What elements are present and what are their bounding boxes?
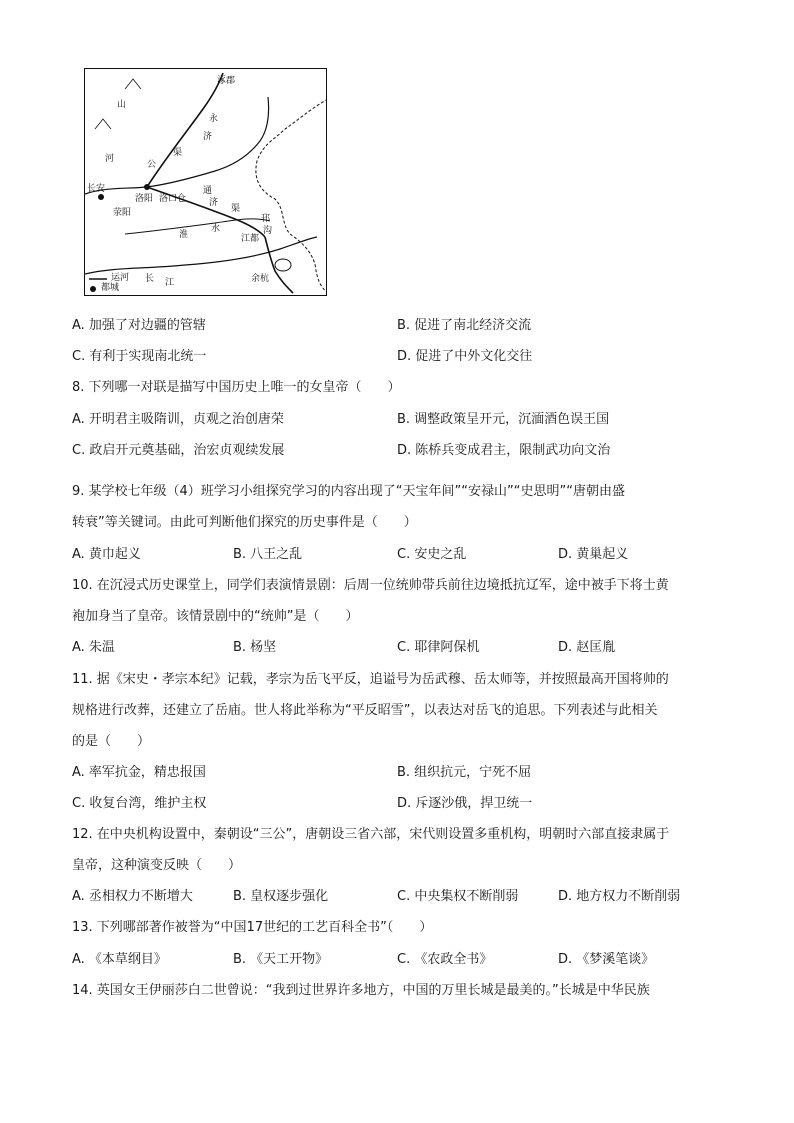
map-label: 济 xyxy=(203,132,213,142)
q10-stem-line2: 袍加身当了皇帝。该情景剧中的“统帅”是（ ） xyxy=(72,609,359,624)
map-label: 渠 xyxy=(173,148,183,158)
q12-option-b[interactable]: B. 皇权逐步强化 xyxy=(233,889,329,904)
map-label: 渠 xyxy=(231,204,241,214)
q12-option-d[interactable]: D. 地方权力不断削弱 xyxy=(558,889,681,904)
q14-stem-line1: 14. 英国女王伊丽莎白二世曾说：“我到过世界许多地方，中国的万里长城是最美的。”长城是中华民族 xyxy=(72,983,650,998)
legend-capital: 都城 xyxy=(101,283,120,293)
q8-option-a[interactable]: A. 开明君主吸隋训，贞观之治创唐荣 xyxy=(72,412,284,427)
q9-option-d[interactable]: D. 黄巢起义 xyxy=(558,547,629,562)
q10-option-d[interactable]: D. 赵匡胤 xyxy=(558,640,616,655)
map-label: 淮 xyxy=(179,230,189,240)
q9-option-a[interactable]: A. 黄巾起义 xyxy=(72,547,141,562)
q9-stem-line2: 转衰”等关键词。由此可判断他们探究的历史事件是（ ） xyxy=(72,515,417,530)
q12-stem-line2: 皇帝，这种演变反映（ ） xyxy=(72,858,242,873)
q12-option-a[interactable]: A. 丞相权力不断增大 xyxy=(72,889,193,904)
q10-option-c[interactable]: C. 耶律阿保机 xyxy=(397,640,480,655)
legend-canal: 运河 xyxy=(111,273,130,283)
map-label: 涿郡 xyxy=(217,76,236,86)
map-label: 水 xyxy=(211,224,221,234)
q11-option-b[interactable]: B. 组织抗元，宁死不屈 xyxy=(397,765,532,780)
q8-stem: 8. 下列哪一对联是描写中国历史上唯一的女皇帝（ ） xyxy=(72,380,401,395)
q9-stem-line1: 9. 某学校七年级（4）班学习小组探究学习的内容出现了“天宝年间”“安禄山”“史思明”“唐朝由盛 xyxy=(72,484,625,499)
q10-option-a[interactable]: A. 朱温 xyxy=(72,640,115,655)
q11-option-c[interactable]: C. 收复台湾，维护主权 xyxy=(72,796,207,811)
q11-stem-line3: 的是（ ） xyxy=(72,734,151,749)
map-label: 长安 xyxy=(87,184,106,194)
q7-option-b[interactable]: B. 促进了南北经济交流 xyxy=(397,318,532,333)
q10-option-b[interactable]: B. 杨坚 xyxy=(233,640,277,655)
q11-option-d[interactable]: D. 斥逐沙俄，捍卫统一 xyxy=(397,796,533,811)
map-label: 余杭 xyxy=(251,274,270,284)
map-label: 江 xyxy=(165,278,175,288)
q13-option-a[interactable]: A. 《本草纲目》 xyxy=(72,952,167,967)
q11-stem-line1: 11. 据《宋史・孝宗本纪》记载，孝宗为岳飞平反，追谥号为岳武穆、岳太师等，并按照最高开国将帅的 xyxy=(72,672,669,687)
map-label: 荥阳 xyxy=(113,208,132,218)
map-label: 通 xyxy=(203,186,213,196)
map-label: 洛口仓 xyxy=(159,194,187,204)
map-label: 长 xyxy=(145,274,155,284)
q13-option-b[interactable]: B. 《天工开物》 xyxy=(233,952,329,967)
map-label: 邗 xyxy=(261,214,271,224)
q12-stem-line1: 12. 在中央机构设置中，秦朝设“三公”，唐朝设三省六部，宋代则设置多重机构，明朝时六部直接隶属于 xyxy=(72,827,670,842)
q8-option-b[interactable]: B. 调整政策呈开元，沉湎酒色误王国 xyxy=(397,412,610,427)
map-label: 永 xyxy=(209,114,219,124)
q11-stem-line2: 规格进行改葬，还建立了岳庙。世人将此举称为“平反昭雪”，以表达对岳飞的追思。下列表述与此相关 xyxy=(72,703,658,718)
q13-stem: 13. 下列哪部著作被誉为“中国17世纪的工艺百科全书”（ ） xyxy=(72,920,433,935)
q11-option-a[interactable]: A. 率军抗金，精忠报国 xyxy=(72,765,206,780)
q7-option-d[interactable]: D. 促进了中外文化交往 xyxy=(397,349,533,364)
map-label: 洛阳 xyxy=(135,194,154,204)
q8-option-d[interactable]: D. 陈桥兵变成君主，限制武功向文治 xyxy=(397,443,611,458)
q9-option-b[interactable]: B. 八王之乱 xyxy=(233,547,303,562)
q9-option-c[interactable]: C. 安史之乱 xyxy=(397,547,467,562)
q7-option-a[interactable]: A. 加强了对边疆的管辖 xyxy=(72,318,206,333)
map-label: 江都 xyxy=(241,234,260,244)
map-label: 河 xyxy=(105,154,115,164)
map-label: 沟 xyxy=(263,226,273,236)
map-label: 山 xyxy=(117,100,127,110)
grand-canal-map xyxy=(84,68,327,296)
q10-stem-line1: 10. 在沉浸式历史课堂上，同学们表演情景剧：后周一位统帅带兵前往边境抵抗辽军，途中被手下将士黄 xyxy=(72,578,669,593)
map-label: 济 xyxy=(209,198,219,208)
q13-option-c[interactable]: C. 《农政全书》 xyxy=(397,952,493,967)
q12-option-c[interactable]: C. 中央集权不断削弱 xyxy=(397,889,519,904)
q7-option-c[interactable]: C. 有利于实现南北统一 xyxy=(72,349,207,364)
q13-option-d[interactable]: D. 《梦溪笔谈》 xyxy=(558,952,655,967)
map-label: 公 xyxy=(147,160,157,170)
q8-option-c[interactable]: C. 政启开元奠基础，治宏贞观续发展 xyxy=(72,443,285,458)
